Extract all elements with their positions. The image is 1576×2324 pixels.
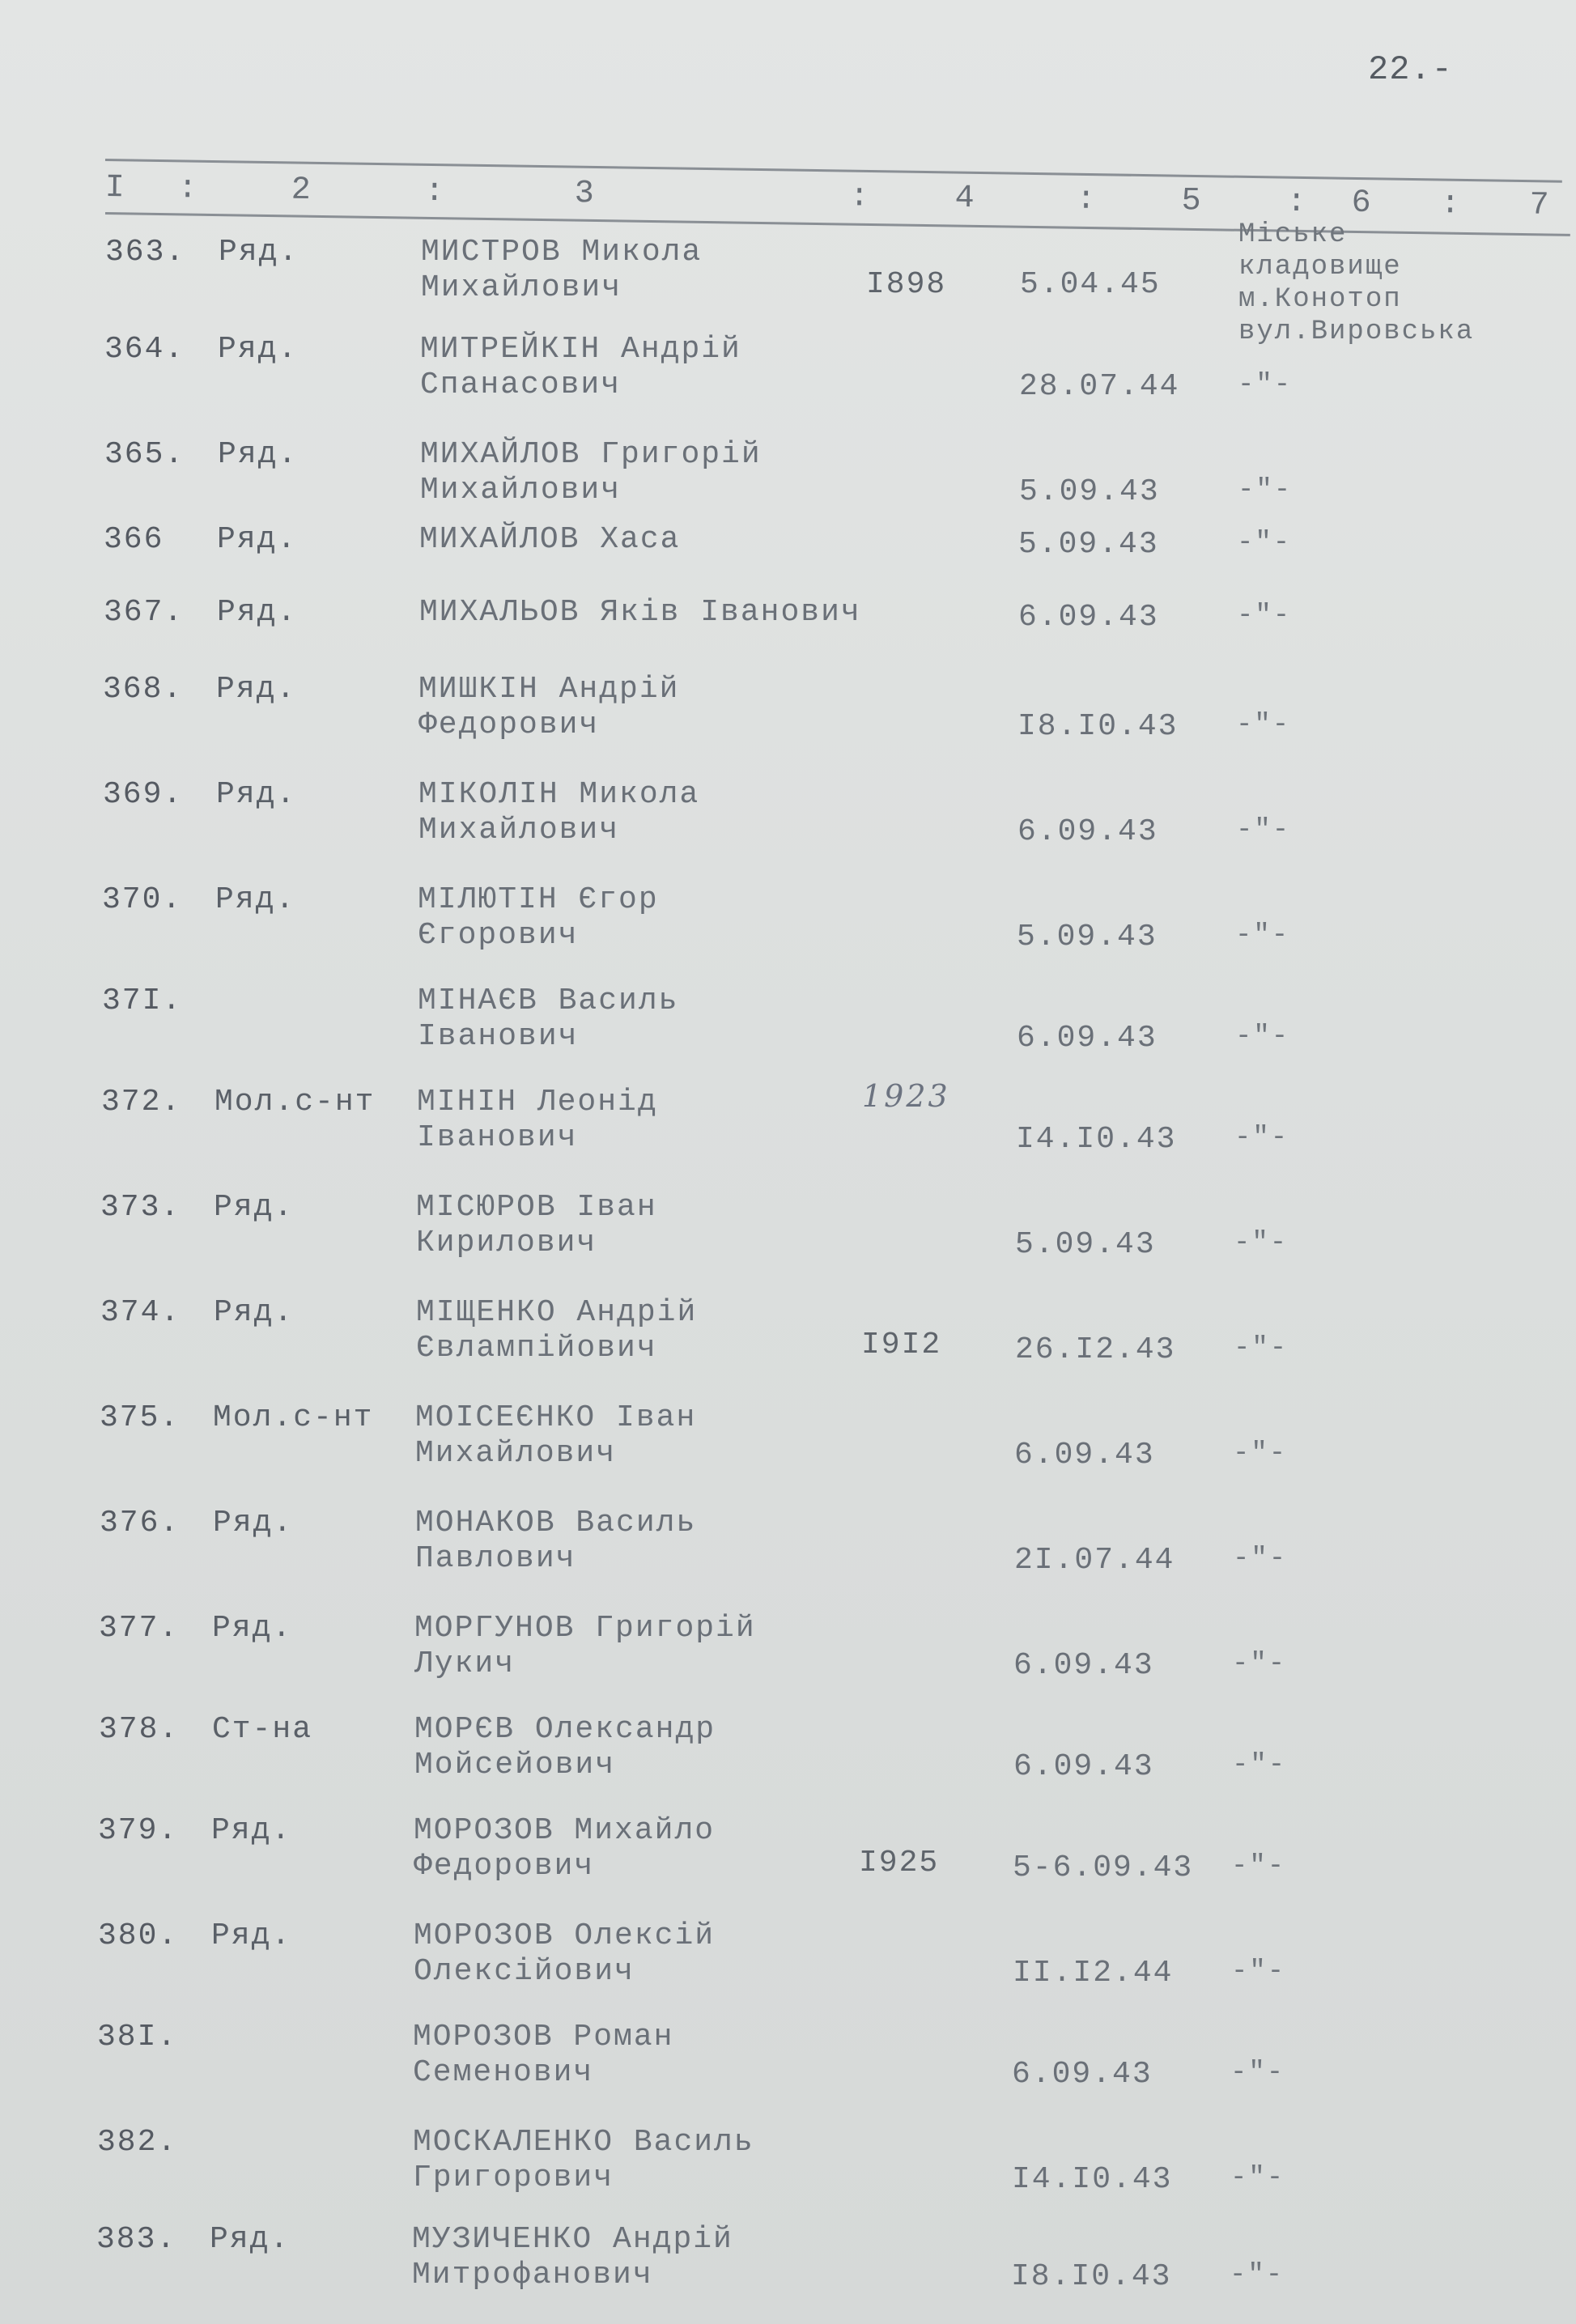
record-number: 374. <box>100 1295 181 1330</box>
record-burial-place <box>1236 709 1290 741</box>
burial-place-line: -"- <box>1235 920 1290 951</box>
record-number: 366 <box>104 522 164 557</box>
record-surname-given: МОРОЗОВ Олексій <box>414 1918 716 1953</box>
burial-place-line: -"- <box>1234 1333 1289 1364</box>
record-death-date: II.I2.44 <box>1013 1956 1174 1990</box>
record-row <box>0 777 1576 874</box>
record-burial-place <box>1234 1332 1288 1365</box>
burial-place-line: вул.Вировська <box>1238 317 1475 347</box>
record-full-name <box>418 882 659 954</box>
record-death-date: 5-6.09.43 <box>1013 1850 1194 1885</box>
burial-place-line: -"- <box>1232 1750 1287 1781</box>
record-full-name <box>412 2222 733 2293</box>
record-burial-place <box>1237 600 1291 632</box>
page-number: 22.- <box>1368 50 1453 89</box>
record-death-date: 6.09.43 <box>1017 814 1158 849</box>
burial-place-line: -"- <box>1238 475 1293 506</box>
record-row <box>0 219 1576 347</box>
record-number: 38I. <box>97 2020 178 2054</box>
record-number: 370. <box>102 882 183 917</box>
burial-place-line: -"- <box>1235 1022 1290 1052</box>
record-row <box>0 672 1576 769</box>
record-birth-year: 1923 <box>862 1078 950 1114</box>
record-number: 372. <box>101 1085 182 1120</box>
record-row <box>0 1190 1576 1287</box>
record-surname-given: МІНАЄВ Василь <box>418 984 679 1018</box>
burial-place-line: -"- <box>1236 710 1291 741</box>
burial-place-line: -"- <box>1231 1956 1286 1987</box>
record-full-name <box>414 1813 715 1884</box>
record-surname-given: МІСЮРОВ Іван <box>416 1190 657 1225</box>
burial-place-line: -"- <box>1233 1438 1288 1469</box>
record-burial-place <box>1238 369 1292 401</box>
record-number: 382. <box>97 2125 178 2160</box>
record-row <box>0 1078 1576 1182</box>
record-patronymic: Григорович <box>413 2160 614 2195</box>
record-full-name <box>415 1506 696 1577</box>
record-death-date: I8.I0.43 <box>1017 709 1179 744</box>
record-full-name <box>415 1400 696 1472</box>
record-surname-given: МОНАКОВ Василь <box>415 1506 697 1540</box>
record-birth-year: I9I2 <box>861 1328 942 1362</box>
record-patronymic: Митрофанович <box>412 2258 653 2292</box>
record-death-date: 5.09.43 <box>1018 527 1159 562</box>
burial-place-line: кладовище <box>1238 252 1402 283</box>
record-full-name <box>418 984 678 1055</box>
record-patronymic: Михайлович <box>420 473 622 508</box>
record-burial-place <box>1238 474 1292 507</box>
record-burial-place <box>1237 527 1291 559</box>
col-header-sep: : <box>1440 186 1460 223</box>
record-burial-place <box>1230 2259 1284 2292</box>
record-row <box>0 2020 1576 2117</box>
record-death-date: I4.I0.43 <box>1012 2162 1173 2197</box>
record-patronymic: Спанасович <box>420 368 622 402</box>
record-rank: Ряд. <box>216 777 297 812</box>
record-number: 364. <box>104 332 185 367</box>
record-surname-given: МОСКАЛЕНКО Василь <box>413 2125 754 2160</box>
record-number: 369. <box>103 777 184 812</box>
record-rank: Ряд. <box>214 1190 295 1225</box>
record-surname-given: МОРЄВ Олександр <box>414 1712 716 1747</box>
record-number: 368. <box>103 672 184 707</box>
record-rank: Ряд. <box>218 437 299 472</box>
record-rank: Ряд. <box>215 882 296 917</box>
record-burial-place <box>1234 1227 1288 1260</box>
record-patronymic: Єгорович <box>418 918 579 953</box>
record-surname-given: МИТРЕЙКІН Андрій <box>420 332 741 367</box>
col-header-sep: : <box>177 171 198 208</box>
record-surname-given: МІКОЛІН Микола <box>418 777 700 812</box>
record-burial-place <box>1231 1850 1285 1883</box>
col-header-7: 7 <box>1529 187 1549 224</box>
record-row <box>0 984 1576 1081</box>
record-row <box>0 1506 1576 1603</box>
record-row <box>0 1295 1576 1392</box>
record-surname-given: МИХАЙЛОВ Хаса <box>419 522 681 557</box>
record-burial-place <box>1233 1543 1287 1575</box>
record-rank: Ряд. <box>219 235 299 270</box>
record-patronymic: Павлович <box>415 1541 576 1576</box>
record-burial-place <box>1234 1122 1289 1154</box>
record-patronymic: Михайлович <box>418 813 620 848</box>
record-number: 376. <box>100 1506 181 1540</box>
burial-place-line: -"- <box>1231 1851 1286 1882</box>
record-number: 37I. <box>102 984 183 1018</box>
record-patronymic: Іванович <box>418 1019 579 1054</box>
record-surname-given: МОРГУНОВ Григорій <box>414 1611 756 1646</box>
record-burial-place <box>1232 1749 1286 1782</box>
record-rank: Ряд. <box>211 1813 292 1848</box>
record-row <box>0 2222 1576 2319</box>
record-surname-given: МИСТРОВ Микола <box>421 235 703 270</box>
record-rank: Мол.с-нт <box>213 1400 374 1435</box>
record-burial-place <box>1232 1648 1286 1680</box>
record-death-date: 5.09.43 <box>1015 1227 1156 1262</box>
record-rank: Ст-на <box>212 1712 313 1747</box>
record-burial-place <box>1238 219 1474 348</box>
record-full-name <box>420 437 762 508</box>
burial-place-line: -"- <box>1230 2260 1285 2291</box>
col-header-sep: : <box>1286 184 1306 222</box>
col-header-5: 5 <box>1181 183 1201 220</box>
record-full-name <box>418 672 679 743</box>
col-header-sep: : <box>1076 181 1096 219</box>
burial-place-line: -"- <box>1230 2058 1285 2088</box>
record-surname-given: МІЩЕНКО Андрій <box>416 1295 698 1330</box>
burial-place-line: -"- <box>1233 1544 1288 1574</box>
burial-place-line: -"- <box>1237 601 1292 631</box>
record-full-name <box>419 595 861 631</box>
record-full-name <box>416 1190 657 1261</box>
record-death-date: 2I.07.44 <box>1014 1543 1175 1578</box>
record-surname-given: МІЛЮТІН Єгор <box>418 882 659 917</box>
record-surname-given: МИХАЙЛОВ Григорій <box>420 437 762 472</box>
record-row <box>0 1918 1576 2016</box>
record-death-date: I4.I0.43 <box>1016 1122 1177 1157</box>
record-full-name <box>420 332 741 403</box>
record-birth-year: I925 <box>859 1846 940 1880</box>
record-row <box>0 332 1576 429</box>
record-death-date: 5.09.43 <box>1017 920 1158 954</box>
burial-place-line: -"- <box>1234 1228 1289 1259</box>
record-death-date: 26.I2.43 <box>1015 1332 1176 1367</box>
record-rank: Ряд. <box>212 1611 293 1646</box>
burial-place-line: -"- <box>1238 370 1293 401</box>
record-number: 378. <box>99 1712 180 1747</box>
record-surname-given: МИХАЛЬОВ Яків Іванович <box>419 595 861 630</box>
record-surname-given: МИШКІН Андрій <box>418 672 680 707</box>
record-patronymic: Михайлович <box>415 1436 617 1471</box>
col-header-sep: : <box>849 179 869 216</box>
record-number: 380. <box>98 1918 179 1953</box>
burial-place-line: -"- <box>1234 1123 1289 1154</box>
record-patronymic: Федорович <box>418 707 600 742</box>
record-full-name <box>417 1085 658 1156</box>
record-death-date: 6.09.43 <box>1017 1021 1158 1056</box>
record-rank: Мол.с-нт <box>215 1085 376 1120</box>
record-number: 375. <box>100 1400 181 1435</box>
record-patronymic: Лукич <box>414 1646 516 1681</box>
record-rank: Ряд. <box>214 1295 295 1330</box>
record-burial-place <box>1235 920 1289 952</box>
record-number: 367. <box>104 595 185 630</box>
col-header-1: I <box>104 170 125 207</box>
record-number: 373. <box>100 1190 181 1225</box>
burial-place-line: Міське <box>1238 219 1348 250</box>
record-rank: Ряд. <box>216 672 297 707</box>
record-patronymic: Семенович <box>413 2055 594 2090</box>
record-full-name <box>419 522 680 558</box>
record-patronymic: Іванович <box>417 1120 578 1155</box>
record-patronymic: Михайлович <box>421 270 622 305</box>
record-full-name <box>413 2125 754 2196</box>
record-rank: Ряд. <box>211 1918 292 1953</box>
record-full-name <box>414 1611 756 1682</box>
record-birth-year: I898 <box>866 267 947 302</box>
burial-place-line: -"- <box>1237 528 1292 559</box>
record-rank: Ряд. <box>217 522 298 557</box>
col-header-4: 4 <box>954 180 975 218</box>
record-death-date: 6.09.43 <box>1018 600 1159 635</box>
record-surname-given: МІНІН Леонід <box>417 1085 658 1120</box>
record-number: 363. <box>105 235 186 270</box>
record-burial-place <box>1230 2057 1285 2089</box>
record-patronymic: Федорович <box>414 1849 595 1884</box>
record-row <box>0 1611 1576 1708</box>
record-patronymic: Євлампійович <box>416 1331 657 1366</box>
record-number: 383. <box>96 2222 177 2257</box>
col-header-2: 2 <box>291 172 311 210</box>
record-burial-place <box>1231 1956 1285 1988</box>
record-burial-place <box>1233 1438 1287 1470</box>
record-death-date: 5.04.45 <box>1020 267 1161 302</box>
record-death-date: 6.09.43 <box>1013 1749 1154 1784</box>
record-row <box>0 437 1576 534</box>
record-rank: Ряд. <box>210 2222 291 2257</box>
record-row <box>0 1400 1576 1498</box>
record-full-name <box>418 777 699 848</box>
record-rank: Ряд. <box>213 1506 294 1540</box>
burial-place-line: м.Конотоп <box>1238 284 1402 315</box>
record-row <box>0 2125 1576 2222</box>
record-surname-given: МОІСЕЄНКО Іван <box>415 1400 697 1435</box>
record-death-date: 5.09.43 <box>1019 474 1160 509</box>
record-rank: Ряд. <box>218 332 299 367</box>
record-full-name <box>421 235 702 306</box>
record-patronymic: Олексійович <box>414 1954 635 1989</box>
record-patronymic: Кирилович <box>416 1226 597 1260</box>
record-burial-place <box>1230 2162 1285 2194</box>
record-surname-given: МУЗИЧЕНКО Андрій <box>412 2222 733 2257</box>
record-row <box>0 1813 1576 1910</box>
record-full-name <box>416 1295 697 1366</box>
record-number: 377. <box>99 1611 180 1646</box>
record-full-name <box>414 1712 716 1783</box>
record-patronymic: Мойсейович <box>414 1748 616 1782</box>
record-rank: Ряд. <box>217 595 298 630</box>
record-death-date: 6.09.43 <box>1013 1648 1154 1683</box>
col-header-sep: : <box>424 173 444 211</box>
record-row <box>0 882 1576 979</box>
burial-place-line: -"- <box>1236 815 1291 846</box>
record-burial-place <box>1236 814 1290 847</box>
burial-place-line: -"- <box>1230 2163 1285 2194</box>
record-burial-place <box>1235 1021 1289 1053</box>
record-number: 379. <box>98 1813 179 1848</box>
record-surname-given: МОРОЗОВ Михайло <box>414 1813 716 1848</box>
record-death-date: 6.09.43 <box>1014 1438 1155 1472</box>
record-surname-given: МОРОЗОВ Роман <box>413 2020 674 2054</box>
col-header-3: 3 <box>574 176 594 213</box>
record-death-date: I8.I0.43 <box>1011 2259 1172 2294</box>
record-row <box>0 1712 1576 1809</box>
burial-place-line: -"- <box>1232 1649 1287 1680</box>
record-death-date: 28.07.44 <box>1019 369 1180 404</box>
record-death-date: 6.09.43 <box>1012 2057 1153 2092</box>
record-full-name <box>413 2020 673 2091</box>
record-full-name <box>414 1918 715 1990</box>
col-header-6: 6 <box>1351 185 1371 223</box>
record-number: 365. <box>104 437 185 472</box>
